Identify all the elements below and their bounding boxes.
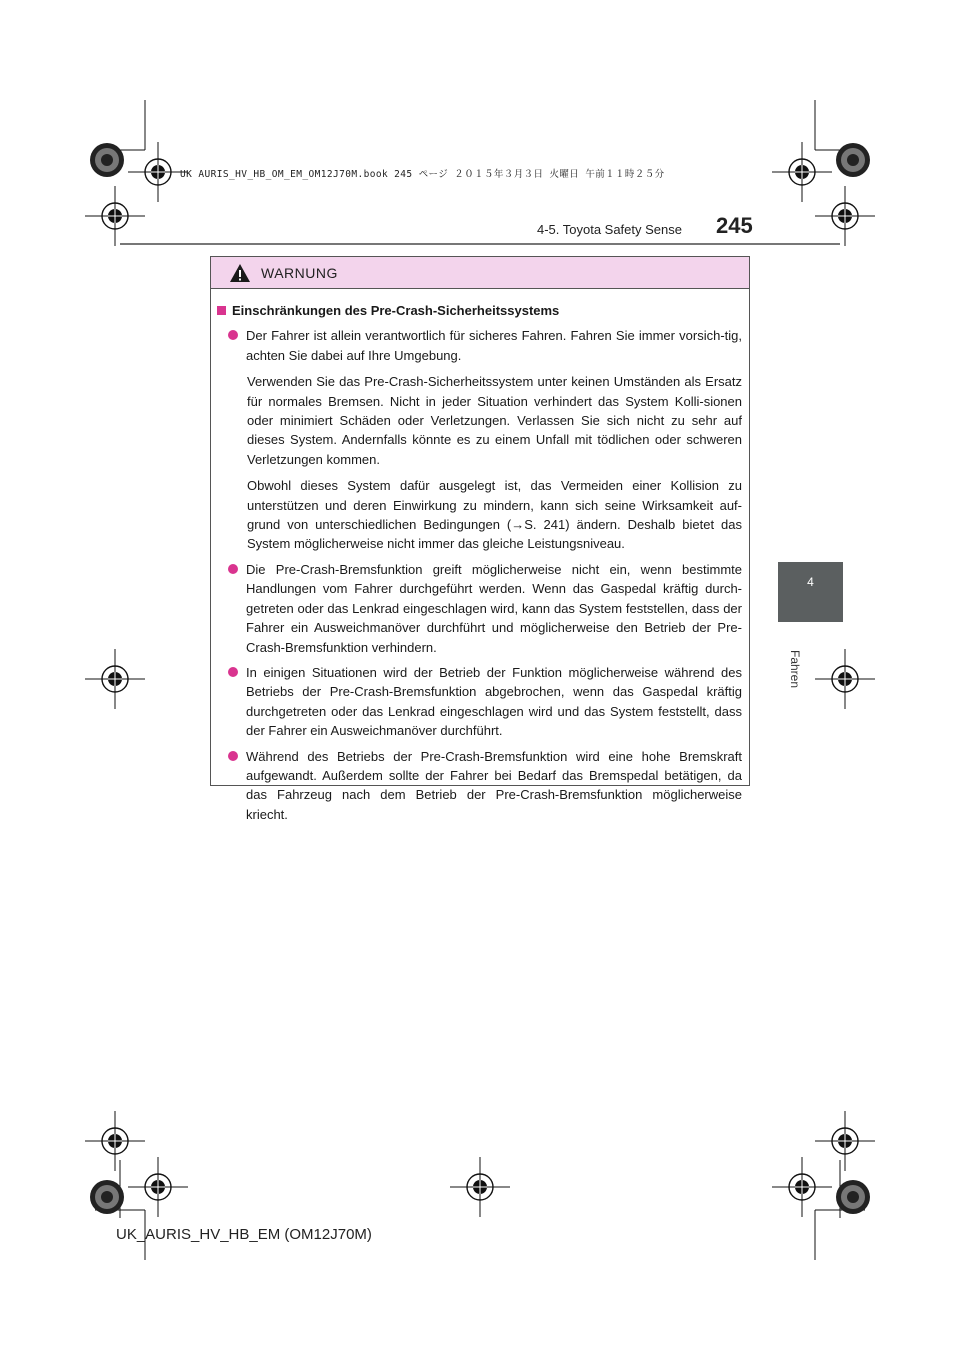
warning-title: WARNUNG xyxy=(261,264,338,281)
bullet-icon xyxy=(228,751,238,761)
warning-subheading xyxy=(217,301,742,320)
warning-box xyxy=(210,256,750,822)
list-item-text: Während des Betriebs der Pre-Crash-Bremsfunktion wird eine hohe Bremskraft aufgewandt. Außerdem sollte der Fahrer bei Bedarf das Bremspedal betätigen, da das Fahrzeug nach dem Betrieb der Pre-Crash-Bremsfunktion möglicherweise kriecht. xyxy=(246,748,742,822)
list-item xyxy=(217,560,742,657)
bullet-icon xyxy=(228,330,238,340)
list-item-text: Die Pre-Crash-Bremsfunktion greift möglicherweise nicht ein, wenn bestimmte Handlungen vom Fahrer durchgeführt werden. Wenn das Gaspedal kräftig durch-getreten oder das Lenkrad eingeschlagen wird, kann das System feststellen, dass der Fahrer ein Ausweichmanöver durchführt und möglicherweise den Betrieb der Pre-Crash-Bremsfunktion verhindern. xyxy=(246,561,742,655)
chapter-label: Fahren xyxy=(788,650,802,689)
section-title: 4-5. Toyota Safety Sense xyxy=(536,222,682,237)
footer-manual-code: UK_AURIS_HV_HB_EM (OM12J70M) xyxy=(116,1226,372,1243)
page-number: 245 xyxy=(716,213,753,238)
book-file-header: UK AURIS_HV_HB_OM_EM_OM12J70M.book 245 ページ ２０１５年３月３日 火曜日 午前１１時２５分 xyxy=(180,169,665,180)
list-item xyxy=(217,663,742,741)
subheading-text: Einschränkungen des Pre-Crash-Sicherheitssystems xyxy=(232,303,560,318)
bullet-icon xyxy=(228,667,238,677)
list-item xyxy=(217,747,742,825)
list-item-text: In einigen Situationen wird der Betrieb der Funktion möglicherweise während des Betriebs der Pre-Crash-Bremsfunktion abgebrochen, wenn das Gaspedal kräftig durchgetreten oder das Lenkrad eingeschlagen wird und das System feststellt, dass der Fahrer ein Ausweichmanöver durchführt. xyxy=(246,664,742,739)
warning-body xyxy=(211,289,749,824)
list-item-text: Der Fahrer ist allein verantwortlich für sicheres Fahren. Fahren Sie immer vorsich-tig, achten Sie dabei auf Ihre Umgebung. xyxy=(246,328,742,363)
warning-header xyxy=(211,257,749,289)
warning-triangle-icon xyxy=(229,263,251,283)
list-item xyxy=(217,326,742,365)
square-bullet-icon xyxy=(217,306,226,315)
header-rule xyxy=(120,243,840,245)
chapter-tab: 4 xyxy=(778,562,843,622)
bullet-icon xyxy=(228,564,238,574)
paragraph: Obwohl dieses System dafür ausgelegt ist, das Vermeiden einer Kollision zu unterstützen und deren Einwirkung zu mindern, kann sich seine Wirksamkeit auf-grund von unterschiedlichen Bedingungen (→S. 241) ändern. Deshalb bietet das System möglicherweise nicht immer das gleiche Leistungsniveau. xyxy=(247,478,742,552)
paragraph: Verwenden Sie das Pre-Crash-Sicherheitssystem unter keinen Umständen als Ersatz für normales Bremsen. Nicht in jeder Situation verhindert das System Kolli-sionen oder minimiert Schäden oder Verletzungen. Verlassen Sie sich nicht zu sehr auf dieses System. Andernfalls könnte es zu einem Unfall mit tödlichen oder schweren Verletzungen kommen. xyxy=(247,374,742,467)
